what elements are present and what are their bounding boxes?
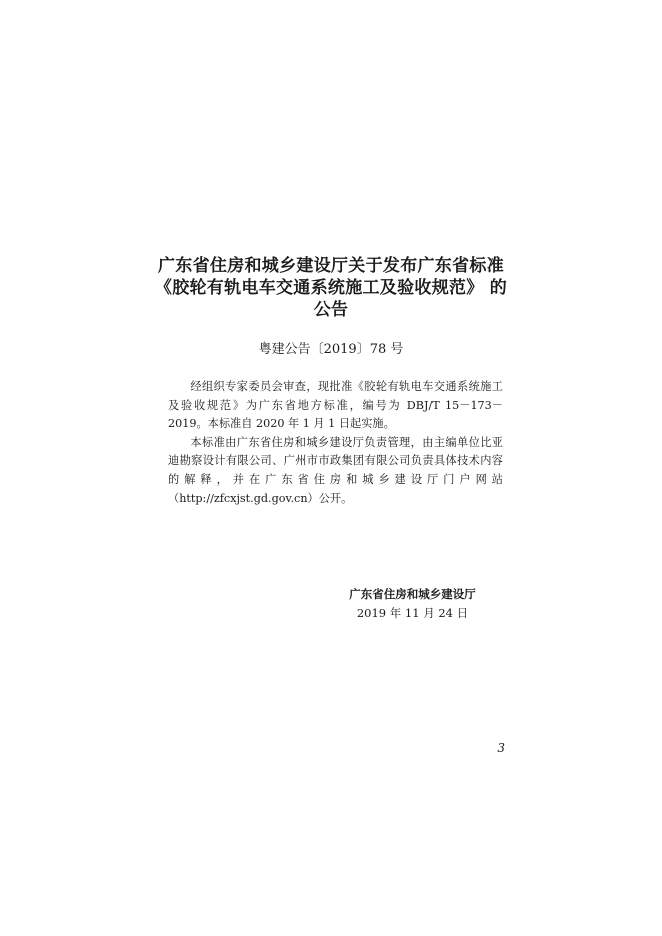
issue-date: 2019 年 11 月 24 日 [356,606,469,620]
title-line-2: 《胶轮有轨电车交通系统施工及验收规范》 的 [154,278,508,298]
announcement-title [120,255,542,321]
document-number: 粤建公告〔2019〕78 号 [258,342,404,357]
signature-block [340,585,485,623]
body-paragraph-2: 本标准由广东省住房和城乡建设厅负责管理，由主编单位比亚迪勘察设计有限公司、广州市市政集团有限公司负责具体技术内容的解释，并在广东省住房和城乡建设厅门户网站（http://zfcxjst.gd.gov.cn）公开。 [168,435,503,505]
title-line-1: 广东省住房和城乡建设厅关于发布广东省标准 [158,256,504,276]
issuing-organization: 广东省住房和城乡建设厅 [349,587,476,601]
announcement-body [168,378,503,508]
page-number: 3 [497,741,505,755]
body-paragraph-1: 经组织专家委员会审查，现批准《胶轮有轨电车交通系统施工及验收规范》为广东省地方标准，编号为 DBJ/T 15－173－2019。本标准自 2020 年 1 月 1 日起实施。 [168,380,503,431]
title-line-3: 公告 [313,300,349,320]
